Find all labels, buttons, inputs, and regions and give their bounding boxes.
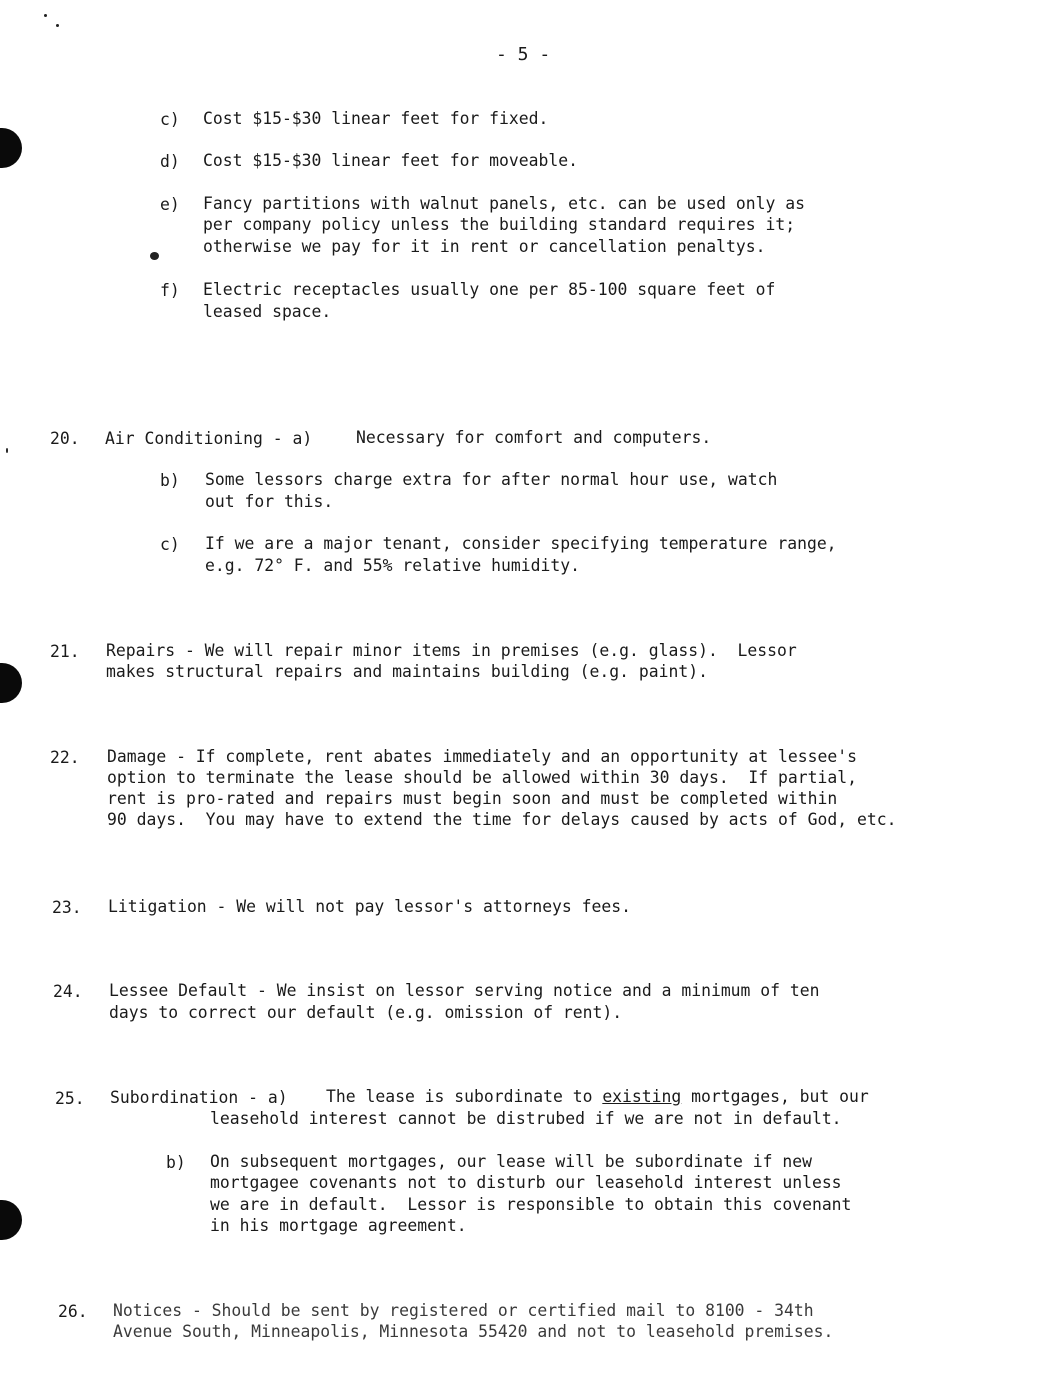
- section-25-a-line-1: [326, 1086, 869, 1107]
- section-23-number: 23.: [52, 898, 82, 917]
- section-25-b-marker: b): [166, 1153, 186, 1172]
- section-20-a: Necessary for comfort and computers.: [356, 428, 712, 447]
- section-25-a-line-2: leasehold interest cannot be distrubed if we are not in default.: [210, 1109, 842, 1128]
- section-20-heading: Air Conditioning - a): [105, 429, 313, 448]
- item-f-marker: f): [160, 281, 180, 300]
- section-25-a-post: mortgages, but our: [681, 1087, 869, 1106]
- section-23-line-1: Litigation - We will not pay lessor's attorneys fees.: [108, 897, 632, 916]
- item-f-line-2: leased space.: [203, 302, 332, 321]
- item-d-marker: d): [160, 152, 180, 171]
- binder-hole: [0, 663, 22, 703]
- section-25-number: 25.: [55, 1089, 85, 1108]
- binder-hole: [0, 128, 22, 168]
- section-25-heading: Subordination - a): [110, 1088, 288, 1107]
- section-24-number: 24.: [53, 982, 83, 1001]
- section-20-b-marker: b): [160, 471, 180, 490]
- section-25-b-line-2: mortgagee covenants not to disturb our leasehold interest unless: [210, 1173, 842, 1192]
- section-20-b-line-1: Some lessors charge extra for after normal hour use, watch: [205, 470, 778, 489]
- section-25-b-line-3: we are in default. Lessor is responsible to obtain this covenant: [210, 1195, 852, 1214]
- section-25-b-line-4: in his mortgage agreement.: [210, 1216, 467, 1235]
- section-20-c-marker: c): [160, 535, 180, 554]
- section-22-line-1: Damage - If complete, rent abates immediately and an opportunity at lessee's: [107, 747, 857, 766]
- section-20-c-line-1: If we are a major tenant, consider specifying temperature range,: [205, 534, 837, 553]
- item-c-text: Cost $15-$30 linear feet for fixed.: [203, 109, 549, 128]
- item-e-line-1: Fancy partitions with walnut panels, etc. can be used only as: [203, 194, 805, 213]
- section-20-b-line-2: out for this.: [205, 492, 334, 511]
- section-26-line-1: Notices - Should be sent by registered or certified mail to 8100 - 34th: [113, 1301, 814, 1320]
- scan-speck: [56, 24, 59, 27]
- section-22-line-2: option to terminate the lease should be allowed within 30 days. If partial,: [107, 768, 857, 787]
- binder-hole: [0, 1200, 22, 1240]
- scan-speck: [44, 14, 47, 17]
- underlined-existing: existing: [602, 1087, 682, 1106]
- item-d-text: Cost $15-$30 linear feet for moveable.: [203, 151, 578, 170]
- section-25-a-pre: The lease is subordinate to: [326, 1087, 603, 1106]
- item-e-marker: e): [160, 195, 180, 214]
- page-number: - 5 -: [496, 44, 551, 65]
- section-20-c-line-2: e.g. 72° F. and 55% relative humidity.: [205, 556, 580, 575]
- section-20-number: 20.: [50, 429, 80, 448]
- section-26-line-2: Avenue South, Minneapolis, Minnesota 55420 and not to leasehold premises.: [113, 1322, 834, 1341]
- section-24-line-2: days to correct our default (e.g. omission of rent).: [109, 1003, 623, 1022]
- item-f-line-1: Electric receptacles usually one per 85-100 square feet of: [203, 280, 776, 299]
- section-21-number: 21.: [50, 642, 80, 661]
- scan-speck: [150, 252, 159, 260]
- section-21-line-2: makes structural repairs and maintains building (e.g. paint).: [106, 662, 708, 681]
- section-21-line-1: Repairs - We will repair minor items in premises (e.g. glass). Lessor: [106, 641, 797, 660]
- section-24-line-1: Lessee Default - We insist on lessor serving notice and a minimum of ten: [109, 981, 820, 1000]
- section-22-line-3: rent is pro-rated and repairs must begin soon and must be completed within: [107, 789, 838, 808]
- section-22-number: 22.: [50, 748, 80, 767]
- section-22-line-4: 90 days. You may have to extend the time for delays caused by acts of God, etc.: [107, 810, 897, 829]
- item-c-marker: c): [160, 110, 180, 129]
- section-26-number: 26.: [58, 1302, 88, 1321]
- section-25-b-line-1: On subsequent mortgages, our lease will be subordinate if new: [210, 1152, 812, 1171]
- item-e-line-3: otherwise we pay for it in rent or cancellation penaltys.: [203, 237, 766, 256]
- scan-speck: [6, 448, 8, 453]
- item-e-line-2: per company policy unless the building standard requires it;: [203, 215, 796, 234]
